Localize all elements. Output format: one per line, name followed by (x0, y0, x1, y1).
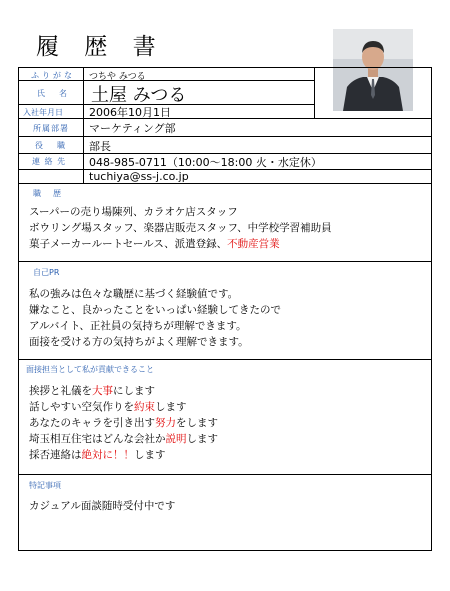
resume-sheet (18, 67, 432, 551)
department-value: マーケティング部 (89, 122, 176, 135)
phone-value: 048-985-0711（10:00～18:00 火・水定休） (89, 156, 322, 169)
pr-label: 自己PR (33, 268, 60, 277)
contrib-line: 埼玉相互住宅はどんな会社か説明します (29, 433, 218, 445)
contrib-label: 面接担当として私が貢献できること (26, 365, 154, 374)
name-value: 土屋 みつる (91, 85, 187, 106)
pr-line: アルバイト、正社員の気持ちが理解できます。 (29, 320, 247, 332)
pr-line: 面接を受ける方の気持ちがよく理解できます。 (29, 336, 249, 348)
position-label: 役 職 (35, 141, 68, 150)
career-line: 菓子メーカールートセールス、派遣登録、不動産営業 (29, 238, 280, 250)
contrib-line: 採否連絡は絶対に！！します (29, 449, 166, 461)
contrib-line: 挨拶と礼儀を大事にします (29, 385, 155, 397)
furigana-label: ふりがな (31, 71, 75, 80)
page-title: 履 歴 書 (36, 34, 165, 60)
contrib-line: あなたのキャラを引き出す努力をします (29, 417, 218, 429)
notes-text: カジュアル面談随時受付中です (29, 500, 176, 512)
career-text (29, 204, 332, 252)
furigana-value: つちや みつる (89, 72, 146, 82)
position-value: 部長 (89, 140, 111, 153)
department-label: 所属部署 (33, 124, 69, 133)
join-date-label: 入社年月日 (23, 108, 63, 117)
pr-line: 私の強みは色々な職歴に基づく経験値です。 (29, 288, 239, 300)
career-label: 職 歴 (33, 189, 63, 198)
email-value[interactable]: tuchiya@ss-j.co.jp (89, 170, 189, 183)
notes-label: 特記事項 (29, 481, 61, 490)
contact-label: 連 絡 先 (32, 157, 67, 166)
pr-text (29, 286, 281, 350)
career-line: ボウリング場スタッフ、楽器店販売スタッフ、中学校学習補助員 (29, 222, 332, 234)
contrib-line: 話しやすい空気作りを約束します (29, 401, 187, 413)
contrib-text (29, 383, 218, 463)
join-date-value: 2006年10月1日 (89, 106, 171, 119)
name-label: 氏 名 (37, 89, 70, 98)
career-line: スーパーの売り場陳列、カラオケ店スタッフ (29, 206, 238, 218)
pr-line: 嫌なこと、良かったことをいっぱい経験してきたので (29, 304, 281, 316)
